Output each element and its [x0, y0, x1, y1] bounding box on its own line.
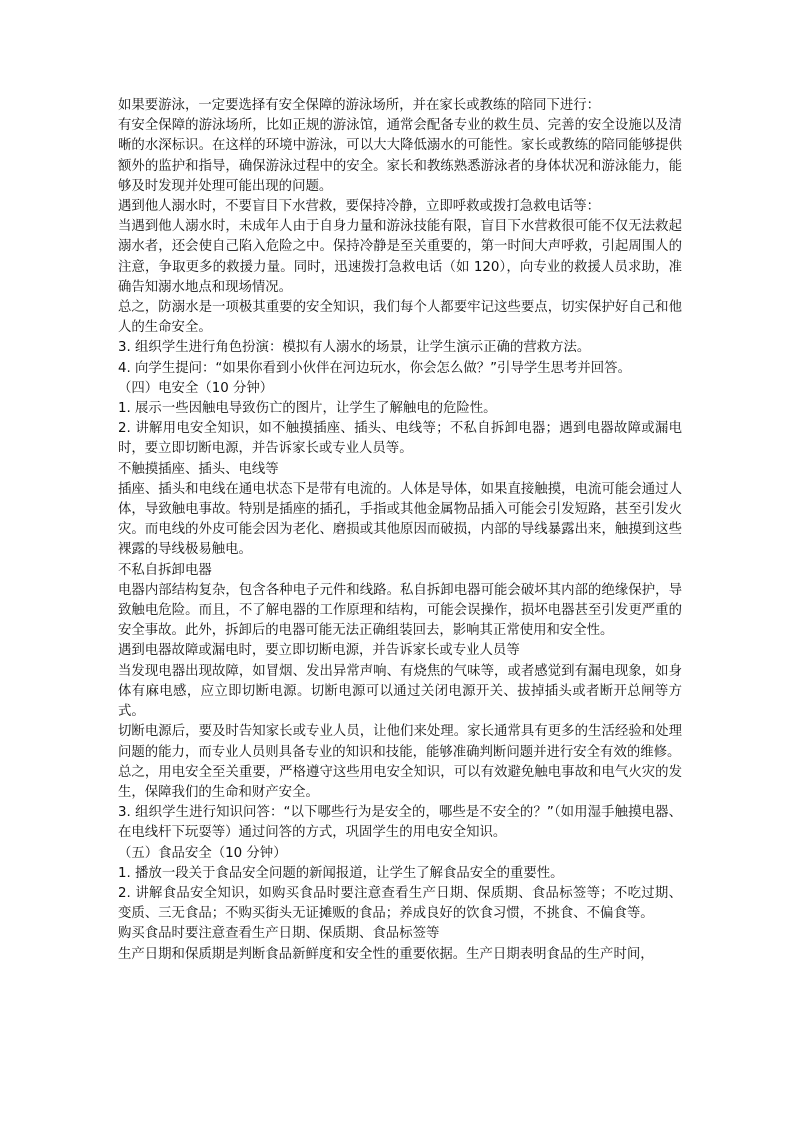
paragraph-no-touch: 插座、插头和电线在通电状态下是带有电流的。人体是导体，如果直接触摸，电流可能会通过人体，导致触电事故。特别是插座的插孔，手指或其他金属物品插入可能会引发短路，甚至引发火灾。而电线的外皮可能会因为老化、磨损或其他原因而破损，内部的导线暴露出来，触摸到这些裸露的导线极易触电。: [118, 481, 682, 558]
paragraph-no-disassemble: 电器内部结构复杂，包含各种电子元件和线路。私自拆卸电器可能会破坏其内部的绝缘保护，导致触电危险。而且，不了解电器的工作原理和结构，可能会误操作，损坏电器甚至引发更严重的安全事故。此外，拆卸后的电器可能无法正确组装回去，影响其正常使用和安全性。: [118, 582, 682, 639]
paragraph-drowning-summary: 总之，防溺水是一项极其重要的安全知识，我们每个人都要牢记这些要点，切实保护好自己和他人的生命安全。: [118, 300, 682, 336]
document-body: [118, 96, 682, 965]
list-item-question: 4. 向学生提问：“如果你看到小伙伴在河边玩水，你会怎么做？”引导学生思考并回答。: [118, 360, 631, 376]
paragraph-notify-adults: 切断电源后，要及时告知家长或专业人员，让他们来处理。家长通常具有更多的生活经验和处理问题的能力，而专业人员则具备专业的知识和技能，能够准确判断问题并进行安全有效的维修。: [118, 724, 682, 760]
paragraph-check-labels: 生产日期和保质期是判断食品新鲜度和安全性的重要依据。生产日期表明食品的生产时间，: [118, 946, 654, 962]
subheading-check-labels: 购买食品时要注意查看生产日期、保质期、食品标签等: [118, 926, 440, 942]
list-item-role-play: 3. 组织学生进行角色扮演：模拟有人溺水的场景，让学生演示正确的营救方法。: [118, 340, 591, 356]
paragraph-rescue-intro: 遇到他人溺水时，不要盲目下水营救，要保持冷静，立即呼救或拨打急救电话等：: [118, 199, 601, 215]
list-item-show-images: 1. 展示一些因触电导致伤亡的图片，让学生了解触电的危险性。: [118, 401, 497, 417]
list-item-electric-knowledge: 2. 讲解用电安全知识，如不触摸插座、插头、电线等；不私自拆卸电器；遇到电器故障或漏电时，要立即切断电源，并告诉家长或专业人员等。: [118, 421, 682, 457]
list-item-quiz: 3. 组织学生进行知识问答：“以下哪些行为是安全的，哪些是不安全的？”（如用湿手触摸电器、在电线杆下玩耍等）通过问答的方式，巩固学生的用电安全知识。: [118, 805, 682, 841]
paragraph-electric-summary: 总之，用电安全至关重要，严格遵守这些用电安全知识，可以有效避免触电事故和电气火灾的发生，保障我们的生命和财产安全。: [118, 764, 682, 800]
subheading-cut-power: 遇到电器故障或漏电时，要立即切断电源，并告诉家长或专业人员等: [118, 643, 520, 659]
paragraph-swim-venue: 有安全保障的游泳场所，比如正规的游泳馆，通常会配备专业的救生员、完善的安全设施以及清晰的水深标识。在这样的环境中游泳，可以大大降低溺水的可能性。家长或教练的陪同能够提供额外的监护和指导，确保游泳过程中的安全。家长和教练熟悉游泳者的身体状况和游泳能力，能够及时发现并处理可能出现的问题。: [118, 118, 682, 194]
list-item-news: 1. 播放一段关于食品安全问题的新闻报道，让学生了解食品安全的重要性。: [118, 865, 564, 881]
subheading-no-touch: 不触摸插座、插头、电线等: [118, 461, 279, 477]
section-heading-electric: （四）电安全（10 分钟）: [118, 380, 274, 396]
subheading-no-disassemble: 不私自拆卸电器: [118, 562, 212, 578]
section-heading-food: （五）食品安全（10 分钟）: [118, 845, 287, 861]
paragraph-rescue-detail: 当遇到他人溺水时，未成年人由于自身力量和游泳技能有限，盲目下水营救很可能不仅无法救起溺水者，还会使自己陷入危险之中。保持冷静是至关重要的，第一时间大声呼救，引起周围人的注意，争取更多的救援力量。同时，迅速拨打急救电话（如 120），向专业的救援人员求助，准确告知溺水地点和现场情况。: [118, 219, 682, 295]
paragraph-cut-power: 当发现电器出现故障，如冒烟、发出异常声响、有烧焦的气味等，或者感觉到有漏电现象，如身体有麻电感，应立即切断电源。切断电源可以通过关闭电源开关、拔掉插头或者断开总闸等方式。: [118, 663, 682, 720]
paragraph-swim-intro: 如果要游泳，一定要选择有安全保障的游泳场所，并在家长或教练的陪同下进行：: [118, 98, 601, 113]
list-item-food-knowledge: 2. 讲解食品安全知识，如购买食品时要注意查看生产日期、保质期、食品标签等；不吃过期、变质、三无食品；不购买街头无证摊贩的食品；养成良好的饮食习惯，不挑食、不偏食等。: [118, 885, 682, 922]
